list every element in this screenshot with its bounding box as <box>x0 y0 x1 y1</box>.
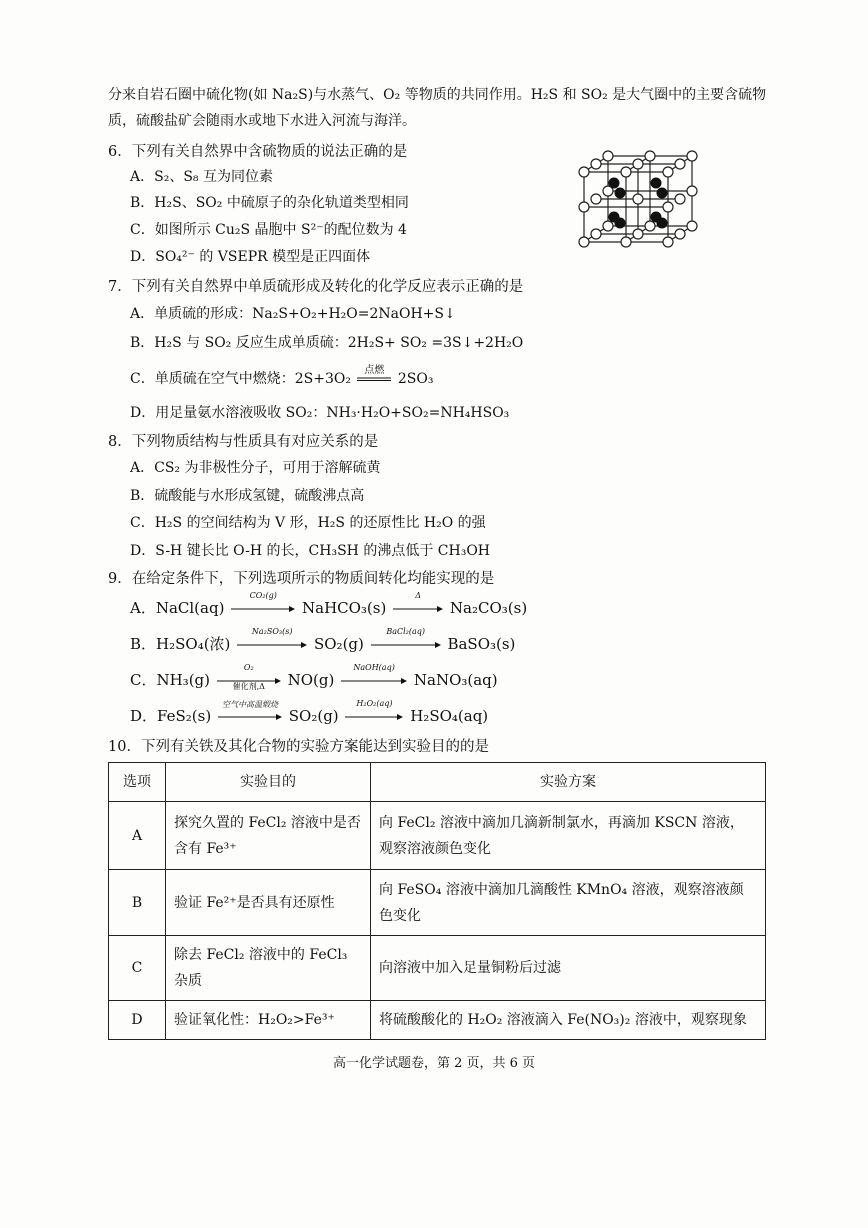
header-plan: 实验方案 <box>371 763 766 802</box>
reaction-arrow <box>393 591 443 613</box>
question-8-stem: 8．下列物质结构与性质具有对应关系的是 <box>108 434 379 450</box>
row-option: D <box>109 1001 166 1040</box>
q9-option-b <box>130 627 516 654</box>
row-option: C <box>109 936 166 1001</box>
intro-line-2: 质，硫酸盐矿会随雨水或地下水进入河流与海洋。 <box>108 113 416 129</box>
intro-line-1: 分来自岩石圈中硫化物(如 Na₂S)与水蒸气、O₂ 等物质的共同作用。H₂S 和 SO₂ 是大气圈中的主要含硫物 <box>108 87 767 103</box>
q9-c-intermediate: NO(g) <box>287 671 335 689</box>
row-plan: 向 FeCl₂ 溶液中滴加几滴新制氯水，再滴加 KSCN 溶液，观察溶液颜色变化 <box>371 802 766 870</box>
header-purpose: 实验目的 <box>166 763 371 802</box>
q7-option-d: D．用足量氨水溶液吸收 SO₂：NH₃·H₂O+SO₂=NH₄HSO₃ <box>130 405 510 421</box>
q9-a-reactant: A．NaCl(aq) <box>130 599 225 617</box>
row-purpose: 探究久置的 FeCl₂ 溶液中是否含有 Fe³⁺ <box>166 802 371 870</box>
q9-b-product: BaSO₃(s) <box>447 635 516 653</box>
arrow-condition-below: 催化剂,Δ <box>232 682 265 691</box>
arrow-condition: Δ <box>415 591 422 600</box>
question-10-stem: 10．下列有关铁及其化合物的实验方案能达到实验目的的是 <box>108 739 489 755</box>
row-option: A <box>109 802 166 870</box>
q9-option-c <box>130 663 498 691</box>
reaction-arrow <box>237 627 307 649</box>
row-plan: 向溶液中加入足量铜粉后过滤 <box>371 936 766 1001</box>
reaction-arrow <box>341 663 407 685</box>
reaction-arrow <box>345 699 403 721</box>
condition-label: 点燃 <box>364 365 385 376</box>
reaction-arrow <box>371 627 441 649</box>
reaction-arrow <box>218 700 282 721</box>
experiment-table <box>108 762 766 1040</box>
arrow-condition: O₂ <box>243 663 254 672</box>
row-plan: 将硫酸酸化的 H₂O₂ 溶液滴入 Fe(NO₃)₂ 溶液中，观察现象 <box>371 1001 766 1040</box>
q9-b-reactant: B．H₂SO₄(浓) <box>130 635 231 653</box>
question-6-stem: 6．下列有关自然界中含硫物质的说法正确的是 <box>108 144 408 160</box>
q9-option-a <box>130 591 528 618</box>
table-row <box>109 802 766 870</box>
row-purpose: 验证氧化性：H₂O₂>Fe³⁺ <box>166 1001 371 1040</box>
q9-d-intermediate: SO₂(g) <box>288 707 339 725</box>
q7-option-b: B．H₂S 与 SO₂ 反应生成单质硫：2H₂S+ SO₂ =3S↓+2H₂O <box>130 335 524 351</box>
cu2s-unit-cell-figure <box>576 150 700 254</box>
q9-b-intermediate: SO₂(g) <box>313 635 364 653</box>
q9-d-reactant: D．FeS₂(s) <box>130 707 212 725</box>
q6-option-b: B．H₂S、SO₂ 中硫原子的杂化轨道类型相同 <box>130 195 409 211</box>
arrow-condition: H₂O₂(aq) <box>356 699 393 708</box>
page-footer: 高一化学试题卷，第 2 页，共 6 页 <box>332 1056 536 1071</box>
q6-option-d: D．SO₄²⁻ 的 VSEPR 模型是正四面体 <box>130 249 371 265</box>
q9-a-intermediate: NaHCO₃(s) <box>302 599 387 617</box>
q7-option-c <box>130 365 434 388</box>
question-9-stem: 9．在给定条件下，下列选项所示的物质间转化均能实现的是 <box>108 571 495 587</box>
q8-option-d: D．S-H 键长比 O-H 的长，CH₃SH 的沸点低于 CH₃OH <box>130 543 491 559</box>
q6-option-a: A．S₂、S₈ 互为同位素 <box>130 169 273 185</box>
table-row <box>109 936 766 1001</box>
q9-option-d <box>130 699 489 726</box>
q9-d-product: H₂SO₄(aq) <box>410 707 489 725</box>
question-7-stem: 7．下列有关自然界中单质硫形成及转化的化学反应表示正确的是 <box>108 279 524 295</box>
q9-c-reactant: C．NH₃(g) <box>130 671 211 689</box>
q7-c-left: C．单质硫在空气中燃烧：2S+3O₂ <box>130 371 351 387</box>
reaction-arrow <box>217 663 281 691</box>
q6-option-c: C．如图所示 Cu₂S 晶胞中 S²⁻的配位数为 4 <box>130 222 407 238</box>
q7-option-a: A．单质硫的形成：Na₂S+O₂+H₂O=2NaOH+S↓ <box>130 306 456 322</box>
row-option: B <box>109 870 166 936</box>
q8-option-c: C．H₂S 的空间结构为 V 形，H₂S 的还原性比 H₂O 的强 <box>130 515 486 531</box>
arrow-condition: Na₂SO₃(s) <box>251 627 293 636</box>
arrow-condition: NaOH(aq) <box>353 663 395 672</box>
q9-c-product: NaNO₃(aq) <box>413 671 498 689</box>
q7-c-right: 2SO₃ <box>397 371 434 387</box>
q9-a-product: Na₂CO₃(s) <box>449 599 528 617</box>
table-row <box>109 1001 766 1040</box>
table-header-row <box>109 763 766 802</box>
row-purpose: 除去 FeCl₂ 溶液中的 FeCl₃ 杂质 <box>166 936 371 1001</box>
arrow-condition: CO₂(g) <box>249 591 277 600</box>
arrow-condition: 空气中高温煅烧 <box>221 700 278 709</box>
reaction-arrow <box>231 591 295 613</box>
header-option: 选项 <box>109 763 166 802</box>
row-plan: 向 FeSO₄ 溶液中滴加几滴酸性 KMnO₄ 溶液，观察溶液颜色变化 <box>371 870 766 936</box>
q8-option-b: B．硫酸能与水形成氢键，硫酸沸点高 <box>130 488 365 504</box>
condition-arrow <box>357 365 391 382</box>
table-row <box>109 870 766 936</box>
arrow-condition: BaCl₂(aq) <box>386 627 425 636</box>
row-purpose: 验证 Fe²⁺是否具有还原性 <box>166 870 371 936</box>
q8-option-a: A．CS₂ 为非极性分子，可用于溶解硫黄 <box>130 460 381 476</box>
